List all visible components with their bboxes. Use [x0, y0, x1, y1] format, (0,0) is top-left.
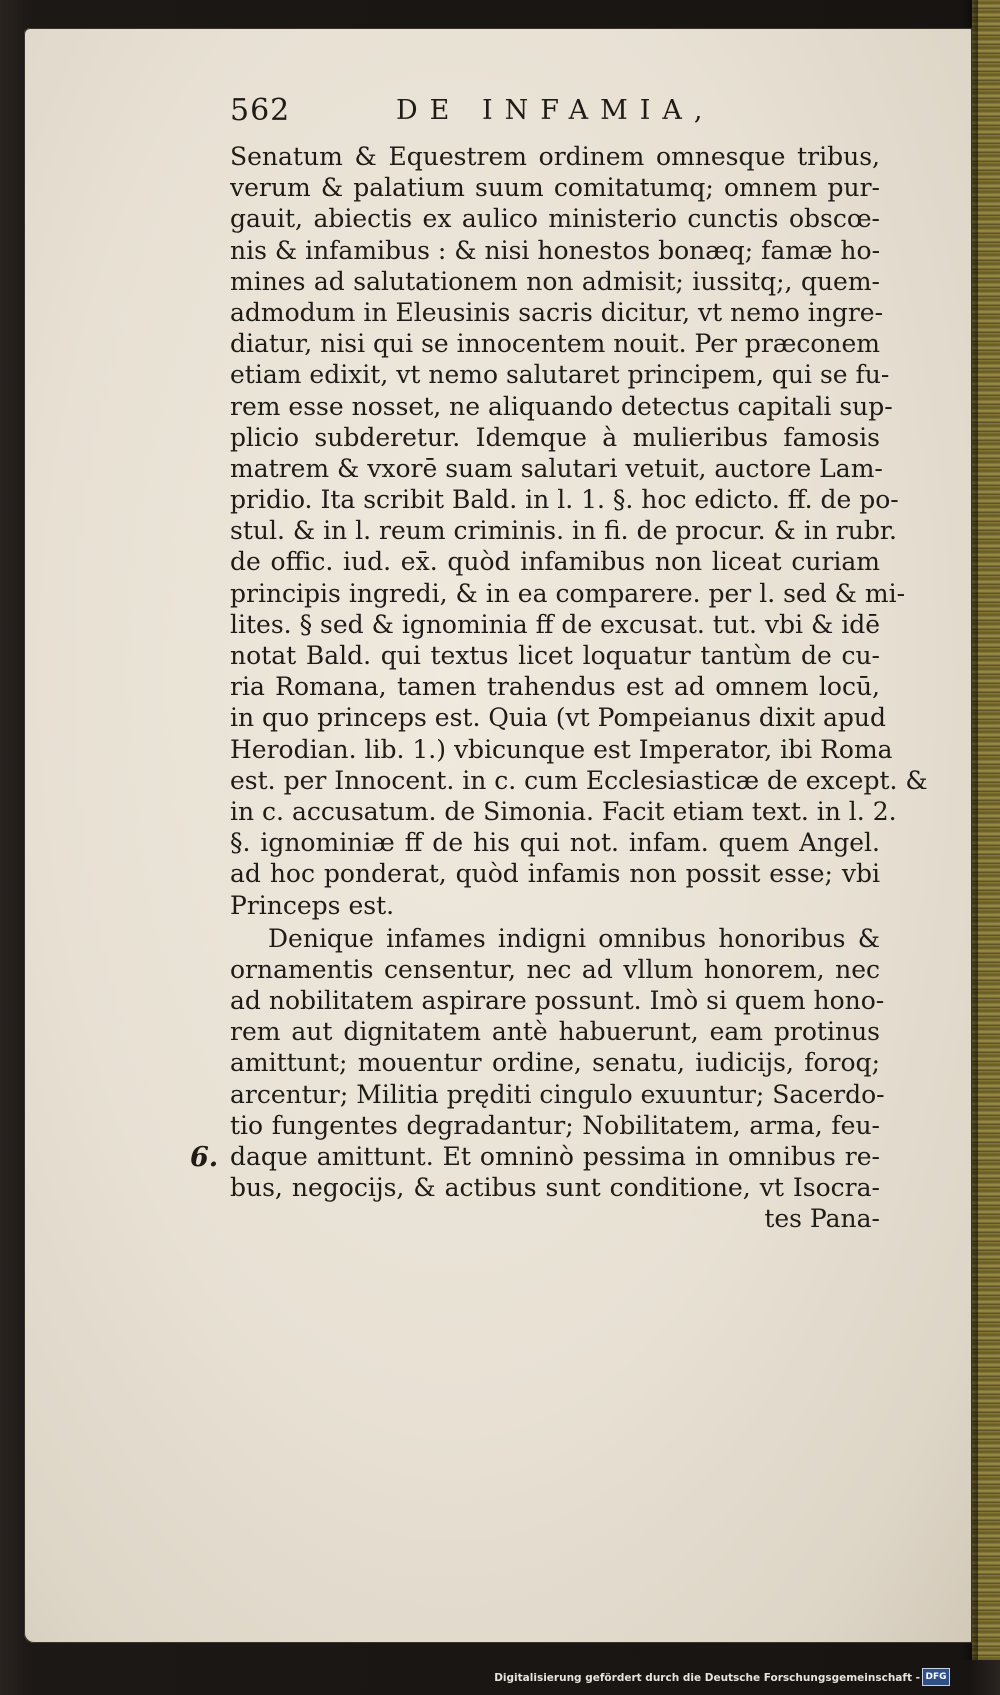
paragraph-2: [230, 923, 885, 1235]
text-line: stul. & in l. reum criminis. in fi. de procur. & in rubr.: [230, 516, 897, 546]
catchword: tes Pana-: [764, 1204, 880, 1234]
dfg-logo: DFG: [922, 1668, 950, 1686]
text-line: ad hoc ponderat, quòd infamis non possit esse; vbi: [230, 859, 880, 889]
text-line: principis ingredi, & in ea comparere. per l. sed & mi-: [230, 578, 906, 608]
text-block: [230, 93, 928, 1235]
text-line: Denique infames indigni omnibus honoribus &: [268, 923, 880, 953]
text-line: §. ignominiæ ff de his qui not. infam. quem Angel.: [230, 828, 880, 858]
running-title: DE INFAMIA,: [396, 95, 715, 126]
text-line: Herodian. lib. 1.) vbicunque est Imperator, ibi Roma: [230, 734, 893, 764]
page-number: 562: [230, 93, 291, 128]
text-line: verum & palatium suum comitatumq; omnem pur-: [230, 173, 880, 203]
paragraph-1: [230, 141, 928, 921]
text-line: bus, negocijs, & actibus sunt conditione, vt Isocra-: [230, 1173, 880, 1203]
text-line: lites. § sed & ignominia ff de excusat. tut. vbi & idē: [230, 609, 880, 639]
text-line: etiam edixit, vt nemo salutaret principem, qui se fu-: [230, 360, 890, 390]
text-line: pridio. Ita scribit Bald. in l. 1. §. hoc edicto. ff. de po-: [230, 485, 899, 515]
text-line: admodum in Eleusinis sacris dicitur, vt nemo ingre-: [230, 297, 884, 327]
text-line: diatur, nisi qui se innocentem nouit. Per præconem: [230, 329, 880, 359]
text-line: nis & infamibus : & nisi honestos bonæq; famæ ho-: [230, 235, 881, 265]
text-line: tio fungentes degradantur; Nobilitatem, arma, feu-: [230, 1110, 880, 1140]
text-line: de offic. iud. ex̄. quòd infamibus non liceat curiam: [230, 547, 880, 577]
text-line: amittunt; mouentur ordine, senatu, iudicijs, foroq;: [230, 1048, 880, 1078]
text-line: rem esse nosset, ne aliquando detectus capitali sup-: [230, 391, 893, 421]
text-line: in c. accusatum. de Simonia. Facit etiam text. in l. 2.: [230, 796, 897, 826]
text-line: notat Bald. qui textus licet loquatur tantùm de cu-: [230, 641, 880, 670]
text-line: ornamentis censentur, nec ad vllum honorem, nec: [230, 954, 880, 984]
text-line: gauit, abiectis ex aulico ministerio cunctis obscœ-: [230, 204, 880, 234]
text-line: in quo princeps est. Quia (vt Pompeianus dixit apud: [230, 703, 886, 733]
text-line: ad nobilitatem aspirare possunt. Imò si quem hono-: [230, 986, 885, 1016]
running-head: [230, 93, 880, 139]
margin-section-number: 6.: [190, 1142, 219, 1173]
digitization-credit: Digitalisierung gefördert durch die Deutsche Forschungsgemeinschaft -: [494, 1672, 920, 1684]
text-line: Senatum & Equestrem ordinem omnesque tribus,: [230, 142, 880, 171]
text-line: est. per Innocent. in c. cum Ecclesiasticæ de except. &: [230, 765, 928, 795]
text-line: matrem & vxorē suam salutari vetuit, auctore Lam-: [230, 453, 883, 483]
text-line: arcentur; Militia pręditi cingulo exuuntur; Sacerdo-: [230, 1079, 885, 1109]
text-line: plicio subderetur. Idemque à mulieribus famosis: [230, 422, 880, 452]
text-line: mines ad salutationem non admisit; iussitq;, quem-: [230, 266, 880, 296]
text-line: daque amittunt. Et omninò pessima in omnibus re-: [230, 1142, 880, 1171]
text-line: Princeps est.: [230, 890, 395, 920]
text-line: ria Romana, tamen trahendus est ad omnem locū,: [230, 672, 880, 702]
text-line: rem aut dignitatem antè habuerunt, eam protinus: [230, 1017, 880, 1047]
